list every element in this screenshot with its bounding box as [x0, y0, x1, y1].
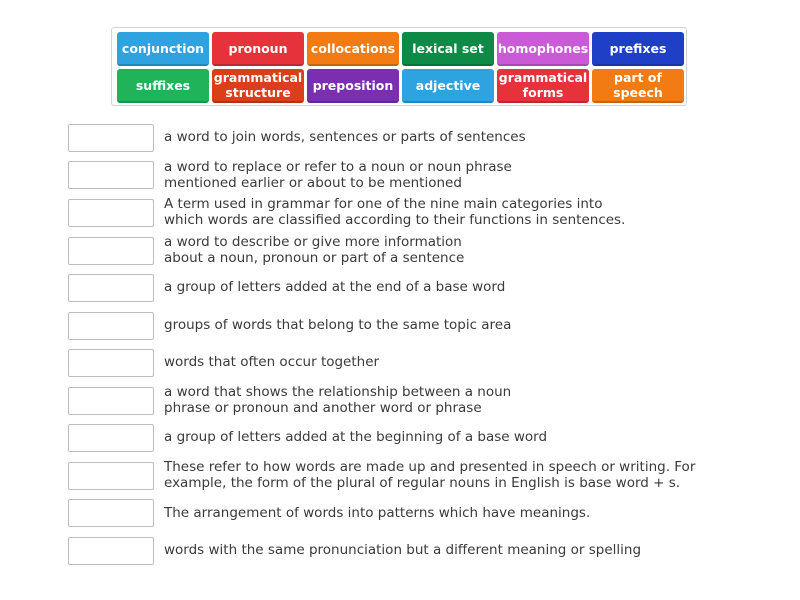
definition-9: a group of letters added at the beginning of a base word — [164, 429, 548, 445]
definition-4: a word to describe or give more information about a noun, pronoun or part of a sentence — [164, 234, 465, 266]
definition-11: The arrangement of words into patterns which have meanings. — [164, 505, 591, 521]
definition-7: words that often occur together — [164, 354, 380, 370]
definition-2: a word to replace or refer to a noun or noun phrase mentioned earlier or about to be mentioned — [164, 159, 512, 191]
tile-pronoun[interactable]: pronoun — [212, 32, 304, 66]
tile-collocations[interactable]: collocations — [307, 32, 399, 66]
word-bank — [111, 27, 687, 106]
definition-1: a word to join words, sentences or parts of sentences — [164, 129, 526, 145]
tile-preposition[interactable]: preposition — [307, 69, 399, 103]
definition-6: groups of words that belong to the same topic area — [164, 317, 512, 333]
answer-slot-2[interactable] — [68, 161, 154, 189]
definition-12: words with the same pronunciation but a different meaning or spelling — [164, 542, 642, 558]
answer-slot-7[interactable] — [68, 349, 154, 377]
answer-slot-1[interactable] — [68, 124, 154, 152]
tile-homophones[interactable]: homophones — [497, 32, 589, 66]
answer-slot-11[interactable] — [68, 499, 154, 527]
tile-part-of-speech[interactable]: part of speech — [592, 69, 684, 103]
answer-slot-3[interactable] — [68, 199, 154, 227]
answer-slot-6[interactable] — [68, 312, 154, 340]
answer-slot-12[interactable] — [68, 537, 154, 565]
tile-grammatical-forms[interactable]: grammatical forms — [497, 69, 589, 103]
answer-slot-9[interactable] — [68, 424, 154, 452]
tile-adjective[interactable]: adjective — [402, 69, 494, 103]
answer-slot-5[interactable] — [68, 274, 154, 302]
definition-5: a group of letters added at the end of a base word — [164, 279, 506, 295]
answer-slot-10[interactable] — [68, 462, 154, 490]
tile-conjunction[interactable]: conjunction — [117, 32, 209, 66]
tile-lexical-set[interactable]: lexical set — [402, 32, 494, 66]
answer-slot-4[interactable] — [68, 237, 154, 265]
tile-suffixes[interactable]: suffixes — [117, 69, 209, 103]
definition-10: These refer to how words are made up and presented in speech or writing. For example, the form of the plural of regular nouns in English is base word + s. — [164, 459, 696, 491]
tile-grammatical-structure[interactable]: grammatical structure — [212, 69, 304, 103]
definition-8: a word that shows the relationship between a noun phrase or pronoun and another word or phrase — [164, 384, 512, 416]
answer-slot-8[interactable] — [68, 387, 154, 415]
definition-3: A term used in grammar for one of the nine main categories into which words are classified according to their functions in sentences. — [164, 196, 626, 228]
tile-prefixes[interactable]: prefixes — [592, 32, 684, 66]
